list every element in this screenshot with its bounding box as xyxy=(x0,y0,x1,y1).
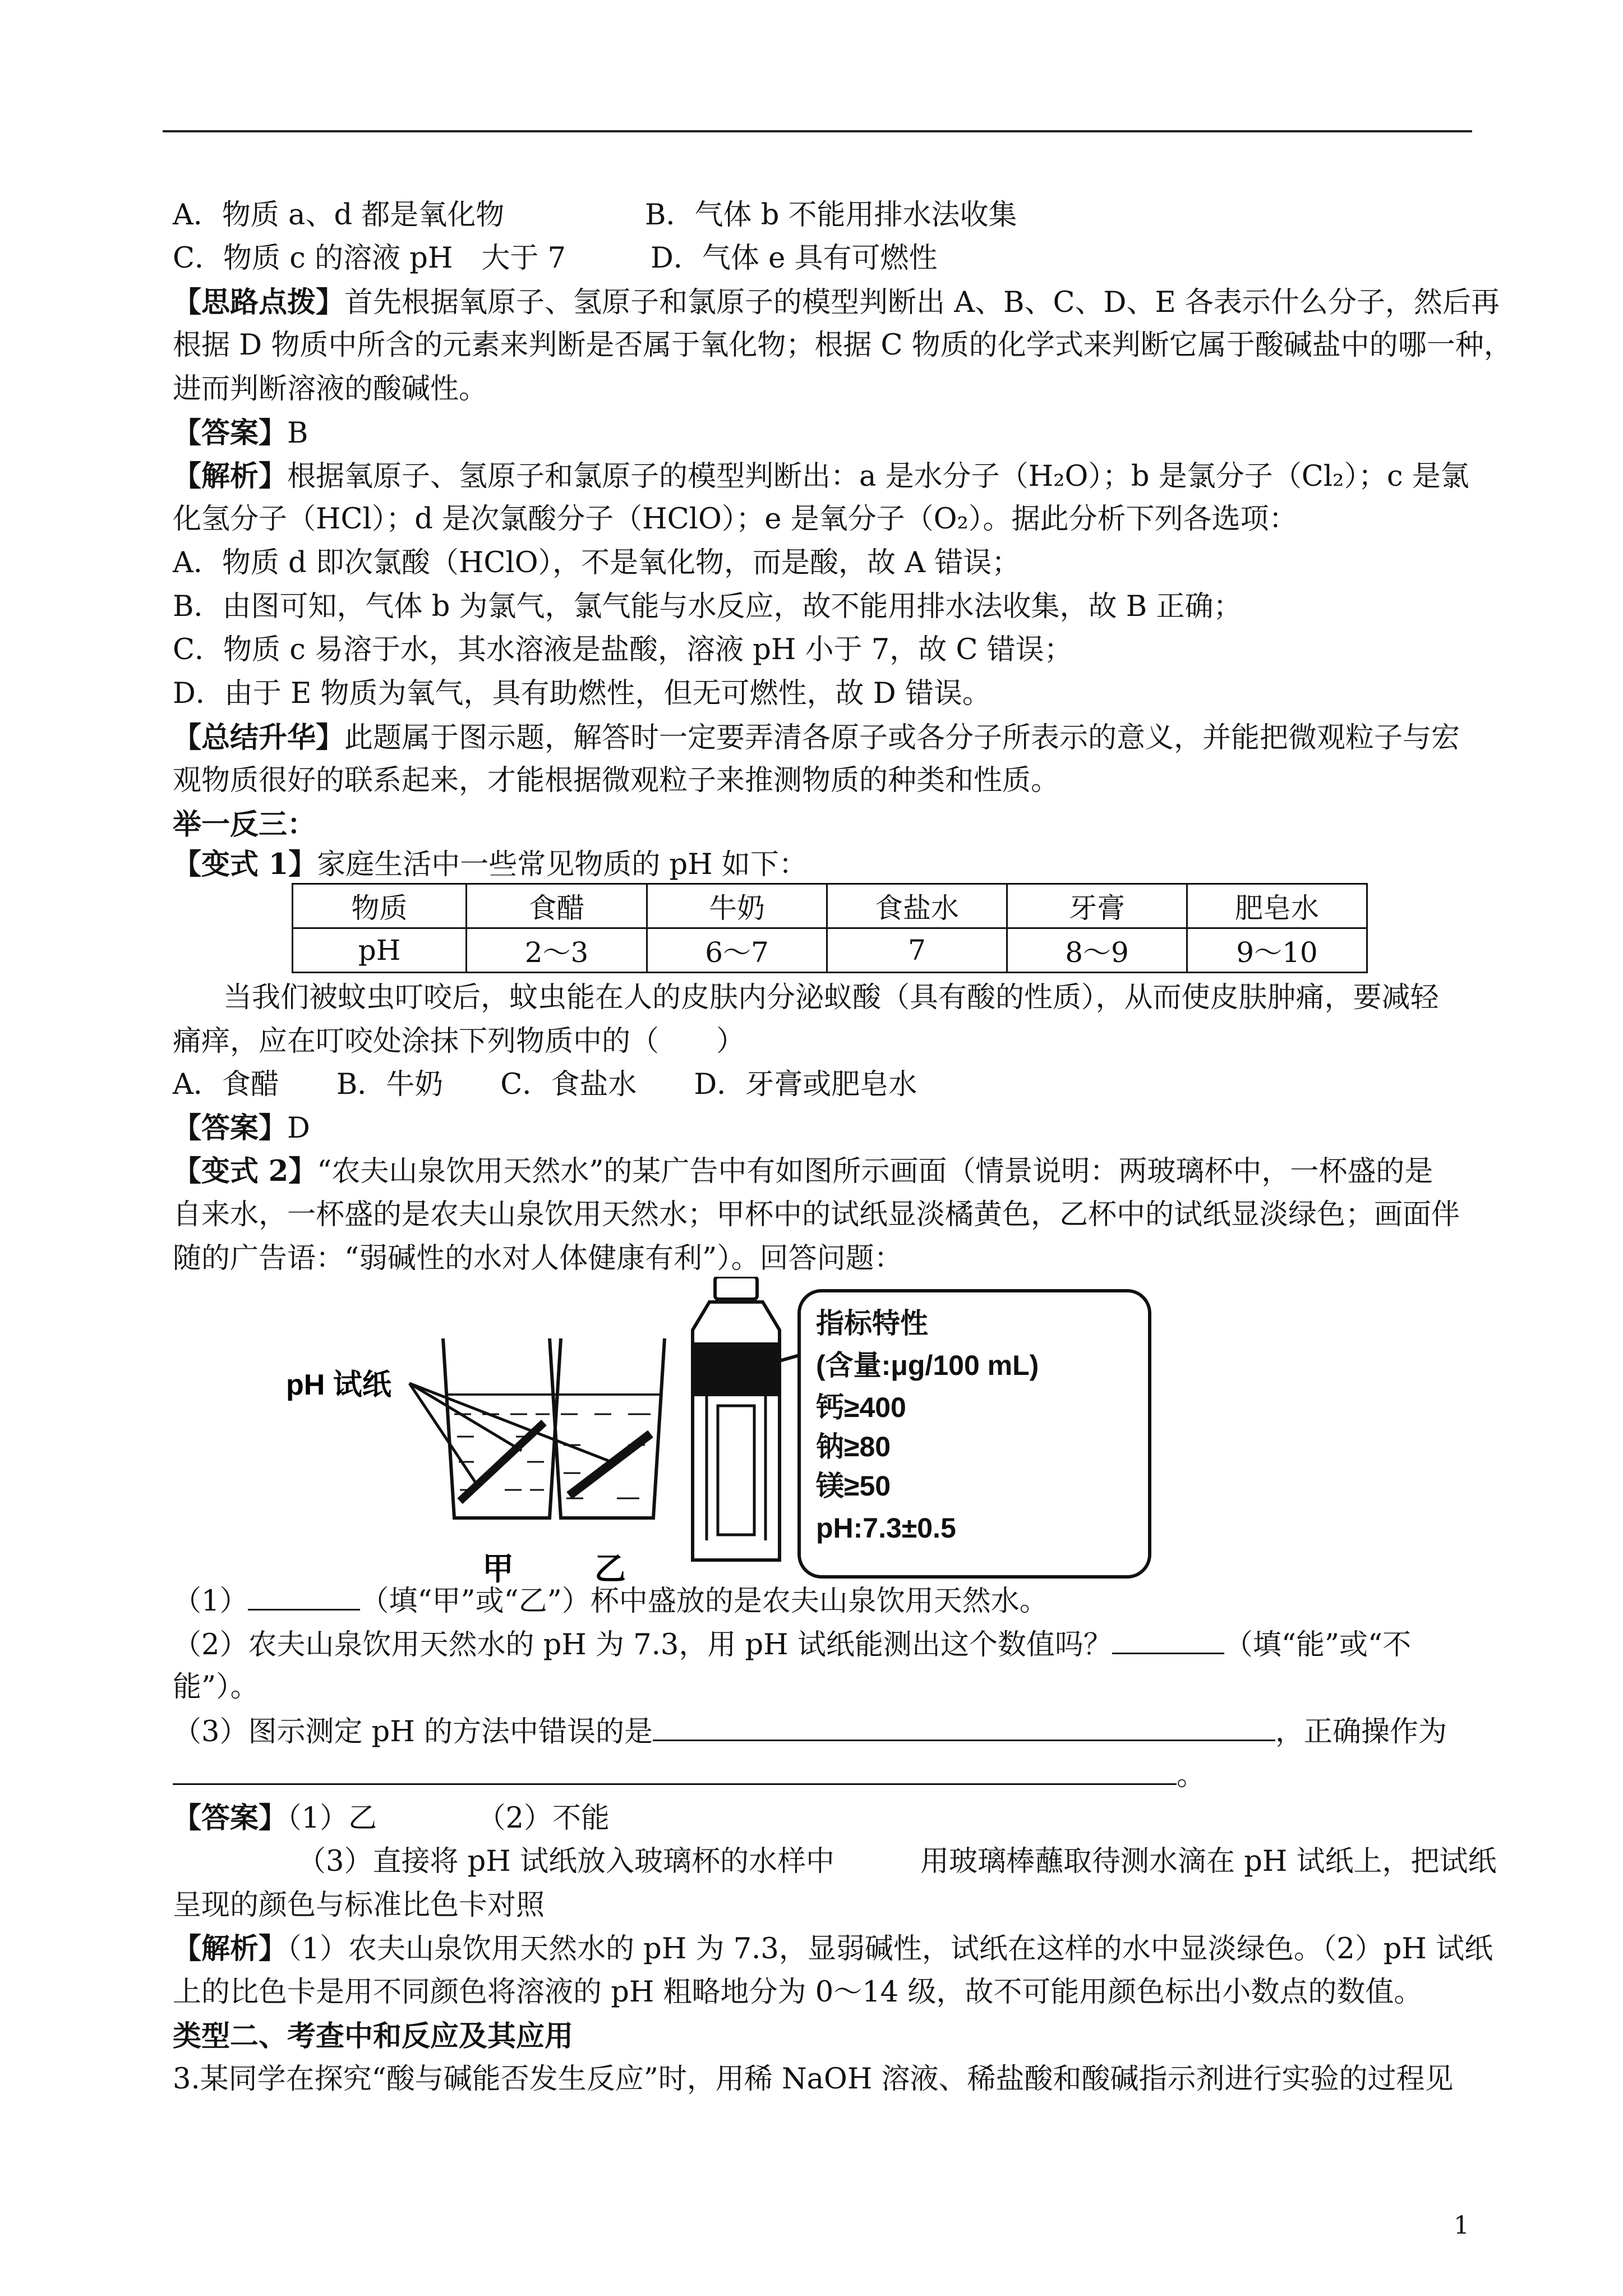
table-cell: pH xyxy=(293,928,467,973)
question-2-cont: 能”）。 xyxy=(173,1671,259,1704)
hint-line-2: 根据 D 物质中所含的元素来判断是否属于氧化物；根据 C 物质的化学式来判断它属于酸碱盐中的哪一种， xyxy=(173,329,1513,362)
answer-2: 【答案】D xyxy=(173,1111,310,1145)
spec-sodium: 钠≥80 xyxy=(816,1431,891,1462)
question-3-intro: 3.某同学在探究“酸与碱能否发生反应”时，用稀 NaOH 溶液、稀盐酸和酸碱指示剂进行实验的过程见 xyxy=(173,2063,1454,2096)
summary-line-2: 观物质很好的联系起来，才能根据微观粒子来推测物质的种类和性质。 xyxy=(173,764,1060,797)
analysis-1-line-1: 【解析】根据氧原子、氢原子和氯原子的模型判断出：a 是水分子（H₂O）；b 是氯分子（Cl₂）；c 是氯 xyxy=(173,459,1469,493)
option-a: A．物质 a、d 都是氧化物 xyxy=(173,199,505,232)
water-cups-figure xyxy=(280,1277,1155,1591)
ph-paper-label: pH 试纸 xyxy=(286,1369,391,1401)
table-cell: 8～9 xyxy=(1007,928,1187,973)
summary-line-1: 【总结升华】此题属于图示题，解答时一定要弄清各原子或各分子所表示的意义，并能把微观粒子与宏 xyxy=(173,721,1460,754)
cup-yi-label: 乙 xyxy=(594,1551,626,1588)
cup-jia xyxy=(443,1338,561,1518)
answer-3-line-1: 【答案】（1）乙 （2）不能 xyxy=(173,1801,610,1835)
answer-3-line-3: 呈现的颜色与标准比色卡对照 xyxy=(173,1889,545,1922)
analysis-2-line-2: 上的比色卡是用不同颜色将溶液的 pH 粗略地分为 0～14 级，故不可能用颜色标出小数点的数值。 xyxy=(173,1976,1423,2009)
variant-1-text-2: 痛痒，应在叮咬处涂抹下列物质中的（ ） xyxy=(173,1025,745,1058)
table-cell: 2～3 xyxy=(467,928,647,973)
spec-magnesium: 镁≥50 xyxy=(816,1470,891,1502)
option-b: B．气体 b 不能用排水法收集 xyxy=(645,199,1017,232)
spec-unit: (含量:μg/100 mL) xyxy=(816,1350,1039,1381)
variant-2-line-3: 随的广告语：“弱碱性的水对人体健康有利”）。回答问题： xyxy=(173,1242,903,1275)
table-header-cell: 肥皂水 xyxy=(1187,884,1367,928)
table-cell: 9～10 xyxy=(1187,928,1367,973)
option-d: D．气体 e 具有可燃性 xyxy=(651,242,938,275)
table-header-cell: 食盐水 xyxy=(827,884,1007,928)
variant-1-options: A．食醋 B．牛奶 C．食盐水 D．牙膏或肥皂水 xyxy=(173,1068,917,1101)
variant-1-intro: 【变式 1】家庭生活中一些常见物质的 pH 如下： xyxy=(173,848,808,881)
analysis-1-d: D．由于 E 物质为氧气，具有助燃性，但无可燃性，故 D 错误。 xyxy=(173,677,991,710)
table-cell: 7 xyxy=(827,928,1007,973)
section-title: 举一反三： xyxy=(173,808,316,841)
table-row xyxy=(293,928,1367,973)
analysis-1-b: B．由图可知，气体 b 为氯气，氯气能与水反应，故不能用排水法收集，故 B 正确； xyxy=(173,590,1242,623)
variant-1-text-1: 当我们被蚊虫叮咬后，蚊虫能在人的皮肤内分泌蚁酸（具有酸的性质），从而使皮肤肿痛，要减轻 xyxy=(223,981,1439,1014)
question-3-cont: 。 xyxy=(173,1757,1205,1793)
variant-2-line-1: 【变式 2】“农夫山泉饮用天然水”的某广告中有如图所示画面（情景说明：两玻璃杯中，一杯盛的是 xyxy=(173,1154,1433,1188)
table-header-cell: 食醋 xyxy=(467,884,647,928)
answer-1: 【答案】B xyxy=(173,416,308,450)
question-3: （3）图示测定 pH 的方法中错误的是 ，正确操作为 xyxy=(173,1714,1447,1750)
option-c: C．物质 c 的溶液 pH 大于 7 xyxy=(173,242,566,275)
page-number: 1 xyxy=(1454,2211,1469,2240)
answer-3-line-2: （3）直接将 pH 试纸放入玻璃杯的水样中 用玻璃棒蘸取待测水滴在 pH 试纸上，把试纸 xyxy=(297,1845,1497,1878)
header-rule xyxy=(163,130,1472,132)
spec-calcium: 钙≥400 xyxy=(816,1392,906,1423)
ph-paper-pointers xyxy=(409,1383,611,1484)
table-header-cell: 牛奶 xyxy=(647,884,827,928)
table-header-row xyxy=(293,884,1367,928)
variant-2-line-2: 自来水，一杯盛的是农夫山泉饮用天然水；甲杯中的试纸显淡橘黄色，乙杯中的试纸显淡绿色；画面伴 xyxy=(173,1198,1460,1231)
answer-blank-2[interactable] xyxy=(1112,1627,1224,1654)
ph-table xyxy=(292,883,1368,973)
table-header-cell: 牙膏 xyxy=(1007,884,1187,928)
question-2: （2）农夫山泉饮用天然水的 pH 为 7.3，用 pH 试纸能测出这个数值吗？ （填“能”或“不 xyxy=(173,1627,1411,1663)
cup-yi xyxy=(550,1338,665,1518)
cup-jia-label: 甲 xyxy=(482,1551,514,1588)
answer-blank-1[interactable] xyxy=(248,1583,360,1611)
type-2-title: 类型二、考查中和反应及其应用 xyxy=(173,2019,574,2053)
answer-blank-3b[interactable] xyxy=(173,1757,1177,1785)
question-1: （1） （填“甲”或“乙”）杯中盛放的是农夫山泉饮用天然水。 xyxy=(173,1583,1048,1619)
spec-title: 指标特性 xyxy=(816,1308,928,1339)
analysis-1-a: A．物质 d 即次氯酸（HClO），不是氧化物，而是酸，故 A 错误； xyxy=(173,546,1021,579)
water-bottle xyxy=(693,1277,780,1560)
analysis-2-line-1: 【解析】（1）农夫山泉饮用天然水的 pH 为 7.3，显弱碱性，试纸在这样的水中显淡绿色。（2）pH 试纸 xyxy=(173,1932,1493,1966)
table-header-cell: 物质 xyxy=(293,884,467,928)
analysis-1-line-2: 化氢分子（HCl）；d 是次氯酸分子（HClO）；e 是氧分子（O₂）。据此分析下列各选项： xyxy=(173,503,1298,536)
spec-ph: pH:7.3±0.5 xyxy=(816,1512,956,1544)
table-cell: 6～7 xyxy=(647,928,827,973)
answer-blank-3a[interactable] xyxy=(653,1714,1275,1741)
hint-line-3: 进而判断溶液的酸碱性。 xyxy=(173,372,488,406)
hint-label: 【思路点拨】 xyxy=(173,286,345,319)
analysis-1-c: C．物质 c 易溶于水，其水溶液是盐酸，溶液 pH 小于 7，故 C 错误； xyxy=(173,633,1073,666)
hint-line-1: 【思路点拨】首先根据氧原子、氢原子和氯原子的模型判断出 A、B、C、D、E 各表示什么分子，然后再 xyxy=(173,286,1500,319)
